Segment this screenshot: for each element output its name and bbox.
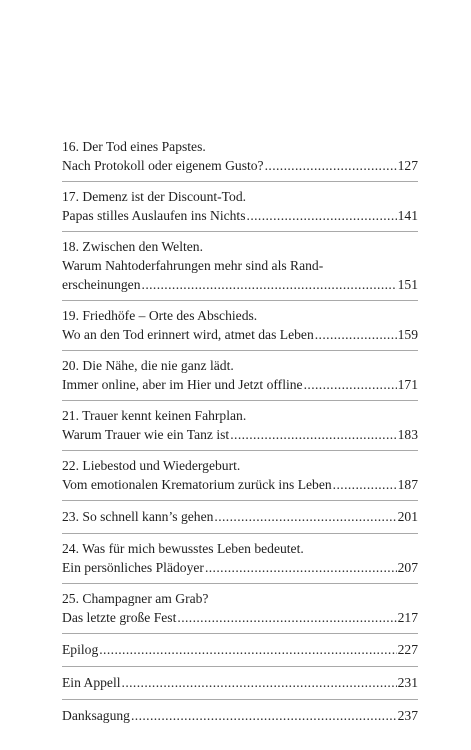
dot-leader: [214, 507, 396, 526]
chapter-subtitle: Ein persönliches Plädoyer: [62, 560, 204, 575]
chapter-subtitle: Papas stilles Auslaufen ins Nichts: [62, 208, 246, 223]
chapter-subtitle-line: [62, 256, 418, 275]
dot-leader: [315, 325, 397, 344]
chapter-subtitle-line: [62, 425, 418, 444]
chapter-title: 25. Champagner am Grab?: [62, 591, 209, 606]
chapter-subtitle: Das letzte große Fest: [62, 610, 177, 625]
page-number: 183: [397, 427, 418, 442]
dot-leader: [142, 275, 397, 294]
page-number: 187: [397, 477, 418, 492]
section-title-line: [62, 706, 418, 725]
chapter-subtitle: Vom emotionalen Krematorium zurück ins Leben: [62, 477, 332, 492]
section-title: Epilog: [62, 642, 99, 657]
chapter-title: 17. Demenz ist der Discount-Tod.: [62, 189, 247, 204]
page-number: 151: [397, 277, 418, 292]
chapter-title-line: [62, 507, 418, 526]
dot-leader: [230, 425, 396, 444]
chapter-subtitle-line: [62, 206, 418, 225]
chapter-subtitle: Warum Trauer wie ein Tanz ist: [62, 427, 230, 442]
chapter-subtitle: Immer online, aber im Hier und Jetzt offline: [62, 377, 303, 392]
chapter-subtitle-line: [62, 558, 418, 577]
toc-entry-epilog: [62, 633, 418, 666]
chapter-subtitle-line: [62, 375, 418, 394]
chapter-title: 23. So schnell kann’s gehen: [62, 509, 214, 524]
toc-entry: [62, 300, 418, 350]
chapter-subtitle-line: [62, 608, 418, 627]
page-number: 237: [397, 708, 418, 723]
toc-entry: [62, 533, 418, 583]
section-title: Danksagung: [62, 708, 130, 723]
chapter-title: 19. Friedhöfe – Orte des Abschieds.: [62, 308, 258, 323]
page-number: 201: [397, 509, 418, 524]
chapter-subtitle: Warum Nahtoderfahrungen mehr sind als Rand-: [62, 258, 324, 273]
toc-entry: [62, 500, 418, 533]
page-number: 127: [397, 158, 418, 173]
page-number: 217: [397, 610, 418, 625]
dot-leader: [205, 558, 397, 577]
toc-entry-danksagung: [62, 699, 418, 732]
chapter-subtitle: Wo an den Tod erinnert wird, atmet das Leben: [62, 327, 314, 342]
toc-entry: [62, 583, 418, 633]
section-title: Ein Appell: [62, 675, 121, 690]
toc-entry: [62, 181, 418, 231]
dot-leader: [333, 475, 397, 494]
toc-entry: [62, 350, 418, 400]
page-number: 171: [397, 377, 418, 392]
section-title-line: [62, 640, 418, 659]
dot-leader: [122, 673, 397, 692]
page-number: 231: [397, 675, 418, 690]
chapter-subtitle: erscheinungen: [62, 277, 141, 292]
dot-leader: [131, 706, 397, 725]
chapter-title: 18. Zwischen den Welten.: [62, 239, 203, 254]
dot-leader: [247, 206, 397, 225]
section-title-line: [62, 673, 418, 692]
page-number: 227: [397, 642, 418, 657]
page-number: 207: [397, 560, 418, 575]
page-number: 159: [397, 327, 418, 342]
chapter-subtitle-line: [62, 275, 418, 294]
chapter-subtitle-line: [62, 475, 418, 494]
page-number: 141: [397, 208, 418, 223]
chapter-subtitle-line: [62, 325, 418, 344]
dot-leader: [99, 640, 396, 659]
chapter-title: 21. Trauer kennt keinen Fahrplan.: [62, 408, 247, 423]
toc-entry: [62, 400, 418, 450]
chapter-subtitle: Nach Protokoll oder eigenem Gusto?: [62, 158, 264, 173]
dot-leader: [177, 608, 396, 627]
toc-entry: [62, 231, 418, 300]
chapter-title: 24. Was für mich bewusstes Leben bedeutet.: [62, 541, 304, 556]
dot-leader: [304, 375, 397, 394]
table-of-contents: [62, 137, 418, 732]
chapter-title: 20. Die Nähe, die nie ganz lädt.: [62, 358, 234, 373]
chapter-title: 16. Der Tod eines Papstes.: [62, 139, 206, 154]
toc-entry: [62, 450, 418, 500]
chapter-subtitle-line: [62, 156, 418, 175]
chapter-title: 22. Liebestod und Wiedergeburt.: [62, 458, 241, 473]
toc-entry-appell: [62, 666, 418, 699]
toc-entry: [62, 137, 418, 181]
dot-leader: [265, 156, 397, 175]
